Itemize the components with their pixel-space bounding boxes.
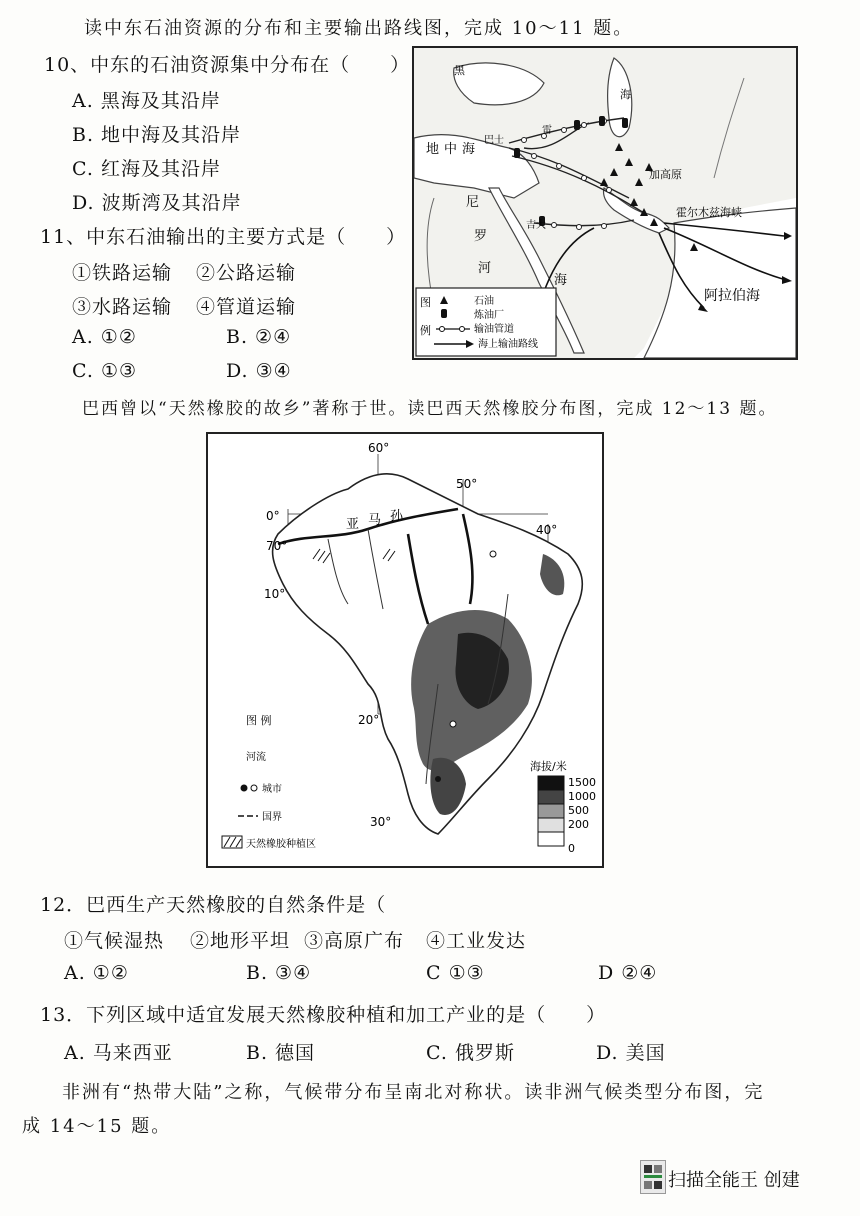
br-legend-border: 国界 — [262, 812, 282, 823]
q12-item-3: ③高原广布 — [304, 930, 405, 952]
q13-stem: 13．下列区域中适宜发展天然橡胶种植和加工产业的是（ ） — [40, 1004, 607, 1026]
me-legend-oil: 石油 — [474, 296, 494, 307]
city-legend-icon-2 — [251, 785, 257, 791]
q10-option-c: C. 红海及其沿岸 — [72, 158, 221, 180]
refinery-legend-icon — [441, 309, 447, 318]
q10-option-b: B. 地中海及其沿岸 — [72, 124, 242, 146]
label-amazon-3: 孙 — [390, 509, 404, 524]
q11-item-4: ④管道运输 — [196, 296, 297, 318]
me-legend-title-a: 图 — [420, 296, 431, 309]
brazil-map-svg — [208, 434, 602, 866]
q13-option-c: C. 俄罗斯 — [426, 1042, 515, 1064]
label-lon-50: 50° — [456, 477, 478, 491]
q12-option-c: C ①③ — [426, 962, 485, 984]
middle-east-map-svg — [414, 48, 796, 358]
q12-item-4: ④工业发达 — [426, 930, 527, 952]
q11-option-a: A. ①② — [72, 326, 137, 348]
q12-item-2: ②地形平坦 — [190, 930, 291, 952]
elevation-1500: 1500 — [568, 776, 596, 789]
label-amazon-1: 亚 — [346, 517, 360, 532]
br-legend-river: 河流 — [246, 752, 266, 763]
middle-east-oil-map — [412, 46, 798, 360]
label-nile-2: 罗 — [474, 229, 488, 244]
q11-option-b: B. ②④ — [226, 326, 292, 348]
section2-intro: 巴西曾以“天然橡胶的故乡”著称于世。读巴西天然橡胶分布图，完成 12～13 题。 — [82, 399, 778, 419]
label-med-2: 中 — [444, 142, 458, 157]
q12-option-a: A. ①② — [64, 962, 129, 984]
label-lat-10: 10° — [264, 587, 286, 601]
label-nile-1: 尼 — [466, 195, 480, 210]
section3-intro-line1: 非洲有“热带大陆”之称，气候带分布呈南北对称状。读非洲气候类型分布图，完 — [62, 1082, 765, 1103]
section1-intro: 读中东石油资源的分布和主要输出路线图，完成 10～11 题。 — [84, 18, 634, 39]
label-lat-30: 30° — [370, 815, 392, 829]
elevation-1000: 1000 — [568, 790, 596, 803]
br-legend-rubber: 天然橡胶种植区 — [246, 839, 316, 850]
label-caspian: 海 — [620, 88, 631, 101]
brazil-rubber-map — [206, 432, 604, 868]
q11-stem: 11、中东石油输出的主要方式是（ ） — [40, 226, 407, 248]
label-city-4: 雷 — [542, 125, 552, 136]
br-legend-title: 图 例 — [246, 714, 272, 727]
label-amazon-2: 马 — [368, 513, 382, 528]
elevation-200: 200 — [568, 818, 589, 831]
label-lon-70: 70° — [266, 539, 288, 553]
label-city-2: 巴士 — [484, 135, 504, 146]
label-nile-3: 河 — [478, 261, 492, 276]
q11-item-1: ①铁路运输 — [72, 262, 173, 284]
q11-item-2: ②公路运输 — [196, 262, 297, 284]
label-red-sea: 海 — [554, 273, 568, 288]
scanner-logo — [640, 1160, 666, 1194]
q13-option-a: A. 马来西亚 — [64, 1042, 173, 1064]
me-legend-refinery: 炼油厂 — [474, 310, 504, 321]
elevation-0: 0 — [568, 842, 575, 855]
q12-stem: 12．巴西生产天然橡胶的自然条件是（ — [40, 894, 387, 916]
label-lon-60: 60° — [368, 441, 390, 455]
me-legend-pipeline: 输油管道 — [474, 324, 514, 335]
label-city-1: 加高原 — [649, 168, 682, 181]
q11-item-3: ③水路运输 — [72, 296, 173, 318]
label-black-sea: 黑 — [454, 64, 465, 77]
me-legend-sea-route: 海上输油路线 — [478, 339, 538, 350]
label-arabian-sea: 阿拉伯海 — [704, 288, 760, 304]
q12-item-1: ①气候湿热 — [64, 930, 165, 952]
q10-stem: 10、中东的石油资源集中分布在（ ） — [44, 54, 411, 76]
elevation-500: 500 — [568, 804, 589, 817]
q10-option-a: A. 黑海及其沿岸 — [72, 90, 221, 112]
footer-text: 扫描全能王 创建 — [668, 1170, 800, 1191]
label-lat-0: 0° — [266, 509, 280, 523]
q11-option-d: D. ③④ — [226, 360, 292, 382]
q12-option-d: D ②④ — [598, 962, 658, 984]
me-legend-title-b: 例 — [420, 324, 431, 337]
q12-option-b: B. ③④ — [246, 962, 312, 984]
label-lon-40: 40° — [536, 523, 558, 537]
label-strait: 霍尔木兹海峡 — [676, 206, 742, 219]
label-city-3: 吉大 — [526, 220, 546, 231]
elevation-title: 海拔/米 — [530, 760, 567, 773]
q13-option-d: D. 美国 — [596, 1042, 666, 1064]
label-lat-20: 20° — [358, 713, 380, 727]
label-med-3: 海 — [462, 142, 476, 157]
q10-option-d: D. 波斯湾及其沿岸 — [72, 192, 242, 214]
label-med-1: 地 — [426, 142, 440, 157]
q13-option-b: B. 德国 — [246, 1042, 316, 1064]
city-legend-icon-1 — [241, 785, 248, 792]
section3-intro-line2: 成 14～15 题。 — [22, 1116, 172, 1137]
br-legend-city: 城市 — [262, 784, 282, 795]
q11-option-c: C. ①③ — [72, 360, 138, 382]
